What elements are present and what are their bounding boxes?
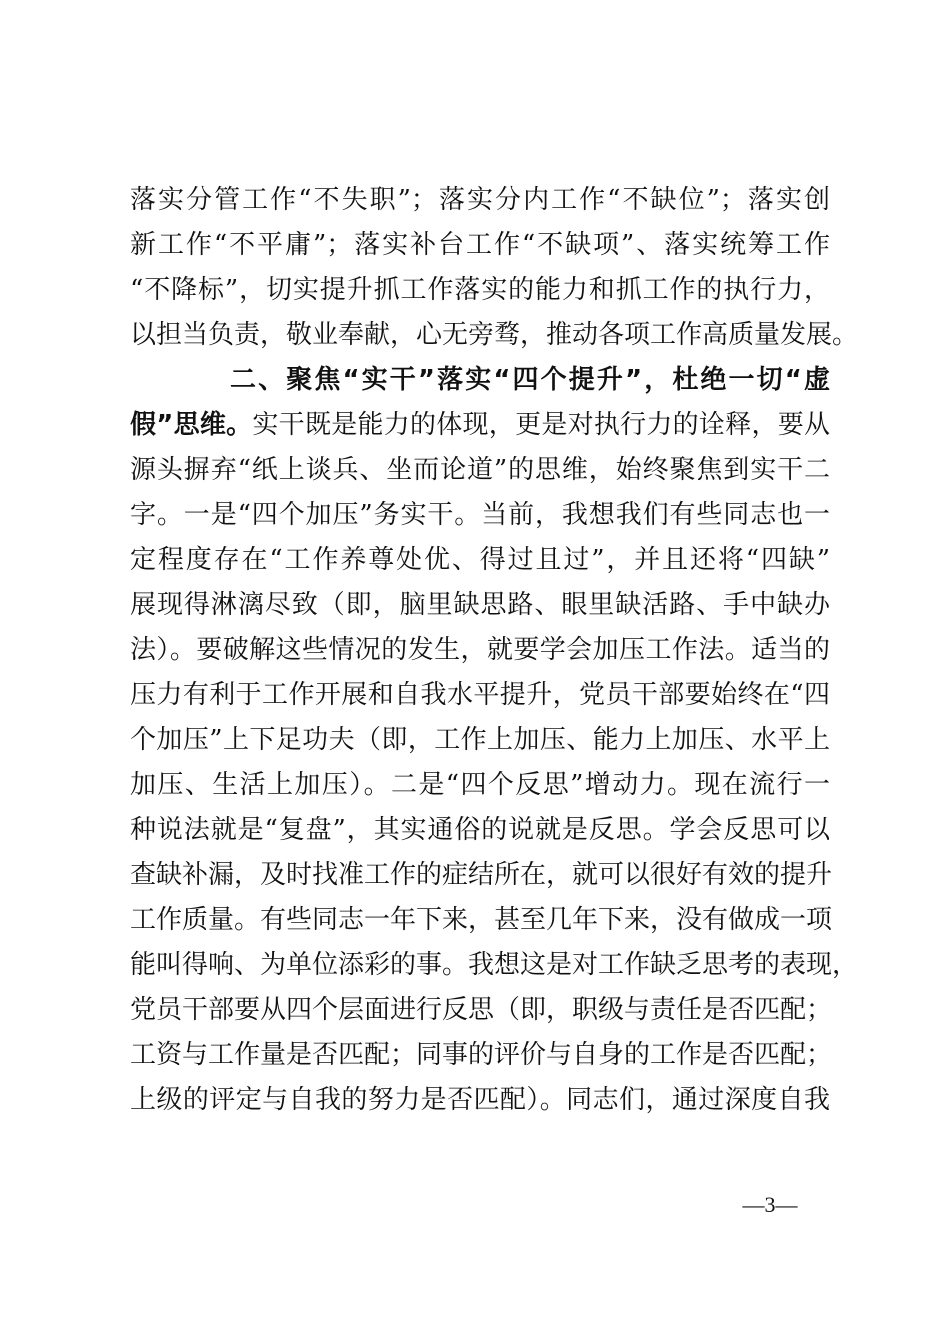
paragraph-line: 法）。要破解这些情况的发生，就要学会加压工作法。适当的 [130,635,830,665]
section-heading-continuation [130,403,830,447]
paragraph-line: 字。一是“四个加压”务实干。当前，我想我们有些同志也一 [130,500,830,530]
paragraph-line: 新工作“不平庸”；落实补台工作“不缺项”、落实统筹工作 [130,230,830,260]
paragraph-line: “不降标”，切实提升抓工作落实的能力和抓工作的执行力， [130,275,830,305]
paragraph-line: 查缺补漏，及时找准工作的症结所在，就可以很好有效的提升 [130,860,833,890]
paragraph-line: 源头摒弃“纸上谈兵、坐而论道”的思维，始终聚焦到实干二 [130,455,830,485]
section-heading-end: 假”思维。 [130,410,253,440]
page-number: —3— [742,1192,798,1217]
paragraph-line: 以担当负责，敬业奉献，心无旁骛，推动各项工作高质量发展。 [130,320,859,350]
paragraph-line: 落实分管工作“不失职”；落实分内工作“不缺位”；落实创 [130,185,830,215]
section-heading-line: 二、聚焦“实干”落实“四个提升”，杜绝一切“虚 [230,365,830,395]
paragraph-line: 上级的评定与自我的努力是否匹配）。同志们，通过深度自我 [130,1085,830,1115]
paragraph-line: 定程度存在“工作养尊处优、得过且过”，并且还将“四缺” [130,545,830,575]
paragraph-line: 个加压”上下足功夫（即，工作上加压、能力上加压、水平上 [130,725,830,755]
paragraph-line: 工作质量。有些同志一年下来，甚至几年下来，没有做成一项 [130,905,833,935]
paragraph-line: 工资与工作量是否匹配；同事的评价与自身的工作是否匹配； [130,1040,833,1070]
paragraph-line: 压力有利于工作开展和自我水平提升，党员干部要始终在“四 [130,680,830,710]
paragraph-line: 加压、生活上加压）。二是“四个反思”增动力。现在流行一 [130,770,830,800]
paragraph-line: 党员干部要从四个层面进行反思（即，职级与责任是否匹配； [130,995,833,1025]
paragraph-line: 展现得淋漓尽致（即，脑里缺思路、眼里缺活路、手中缺办 [130,590,830,620]
paragraph-line: 种说法就是“复盘”，其实通俗的说就是反思。学会反思可以 [130,815,830,845]
paragraph-text: 实干既是能力的体现，更是对执行力的诠释，要从 [252,410,830,440]
paragraph-line: 能叫得响、为单位添彩的事。我想这是对工作缺乏思考的表现， [130,950,859,980]
